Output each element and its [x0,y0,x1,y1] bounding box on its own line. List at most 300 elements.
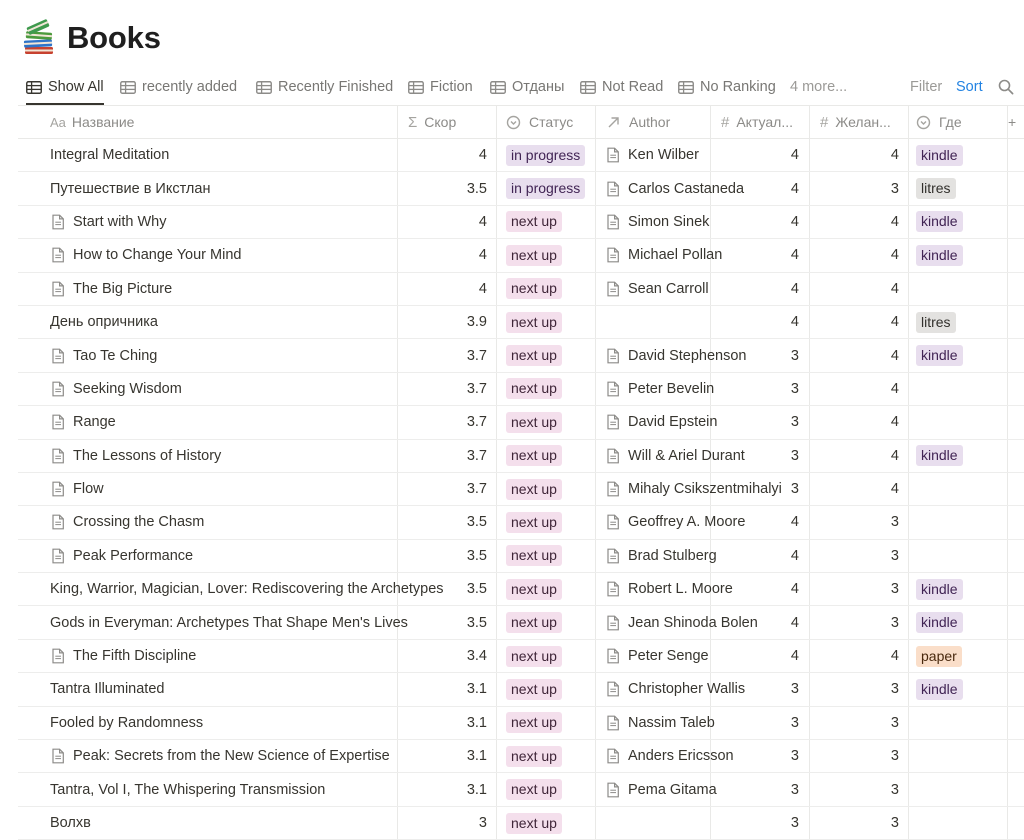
cell-spacer [1008,306,1024,338]
cell-wish: 4 [810,406,909,438]
cell-score: 3.5 [398,540,497,572]
cell-status[interactable] [497,540,596,572]
tab-show-all[interactable] [26,70,104,104]
cell-status[interactable] [497,306,596,338]
status-tag: next up [506,412,562,433]
cell-wish: 4 [810,239,909,271]
status-tag: next up [506,746,562,767]
page-icon [51,481,65,497]
column-header-where[interactable] [909,106,1008,138]
column-label: Желан... [835,114,891,130]
cell-status[interactable] [497,807,596,839]
column-header-author[interactable] [596,106,711,138]
table-row[interactable] [18,339,1024,372]
where-tag: kindle [916,345,963,366]
cell-spacer [1008,506,1024,538]
cell-name[interactable] [18,306,398,338]
cell-author[interactable] [596,373,715,405]
cell-name[interactable] [18,139,398,171]
table-row[interactable] [18,172,1024,205]
status-tag: next up [506,679,562,700]
cell-name[interactable] [18,573,444,605]
cell-status[interactable] [497,740,596,772]
column-label: Статус [529,114,574,130]
cell-actual: 4 [711,172,810,204]
table-row[interactable] [18,306,1024,339]
cell-spacer [1008,540,1024,572]
status-tag: next up [506,245,562,266]
cell-wish: 3 [810,740,909,772]
table-row[interactable] [18,406,1024,439]
text-type-icon: Aa [50,114,66,130]
column-label: Author [629,114,671,130]
cell-name[interactable] [18,273,398,305]
table-row[interactable] [18,573,1024,606]
cell-author[interactable] [596,339,747,371]
table-view-icon [580,81,596,94]
cell-where[interactable] [909,306,1008,338]
author-link[interactable]: Peter Senge [628,648,709,665]
cell-author[interactable] [596,273,711,305]
cell-name[interactable] [18,473,398,505]
tab-label: recently added [142,79,238,95]
cell-name[interactable] [18,773,398,805]
where-tag: kindle [916,579,963,600]
cell-spacer [1008,172,1024,204]
author-link[interactable]: David Stephenson [628,347,747,364]
book-title[interactable]: Tantra Illuminated [50,681,165,698]
book-title[interactable]: King, Warrior, Magician, Lover: Rediscovering the Archetypes [50,581,444,598]
page-icon [606,782,620,798]
status-tag: next up [506,612,562,633]
page-icon [51,514,65,530]
status-tag: next up [506,211,562,232]
cell-where[interactable] [909,807,1008,839]
table-view-icon [490,81,506,94]
page-icon [606,448,620,464]
author-link[interactable]: Simon Sinek [628,213,710,230]
cell-spacer [1008,707,1024,739]
cell-author[interactable] [596,406,718,438]
search-icon[interactable] [998,79,1014,95]
cell-status[interactable] [497,206,596,238]
cell-spacer [1008,606,1024,638]
page-icon [51,281,65,297]
cell-author[interactable] [596,473,782,505]
page-icon [51,348,65,364]
table-row[interactable] [18,206,1024,239]
cell-wish: 3 [810,573,909,605]
cell-spacer [1008,740,1024,772]
table-body [18,139,1024,840]
tab-no-ranking[interactable] [678,70,776,104]
author-link[interactable]: Anders Ericsson [628,748,734,765]
cell-actual: 4 [711,540,810,572]
cell-wish: 4 [810,206,909,238]
table-row[interactable] [18,807,1024,840]
cell-status[interactable] [497,773,596,805]
author-link[interactable]: Peter Bevelin [628,380,715,397]
table-row[interactable] [18,440,1024,473]
cell-wish: 4 [810,440,909,472]
cell-spacer [1008,206,1024,238]
cell-spacer [1008,773,1024,805]
author-link[interactable]: Jean Shinoda Bolen [628,614,758,631]
cell-score: 3.1 [398,773,497,805]
cell-status[interactable] [497,172,596,204]
page-icon [606,414,620,430]
cell-name[interactable] [18,373,398,405]
cell-actual: 4 [711,506,810,538]
cell-name[interactable] [18,206,398,238]
status-tag: next up [506,278,562,299]
page-icon [606,681,620,697]
author-link[interactable]: Michael Pollan [628,247,723,264]
cell-where[interactable] [909,373,1008,405]
page-icon [606,281,620,297]
cell-name[interactable] [18,506,398,538]
cell-wish: 3 [810,172,909,204]
cell-status[interactable] [497,273,596,305]
cell-where[interactable] [909,773,1008,805]
table-row[interactable] [18,506,1024,539]
tab-label: Show All [48,79,104,95]
cell-where[interactable] [909,172,1008,204]
cell-score: 4 [398,206,497,238]
cell-score: 4 [398,139,497,171]
cell-actual: 4 [711,640,810,672]
author-link[interactable]: Mihaly Csikszentmihalyi [628,481,782,498]
cell-actual: 4 [711,606,810,638]
status-tag: next up [506,378,562,399]
cell-spacer [1008,473,1024,505]
cell-where[interactable] [909,440,1008,472]
cell-author[interactable] [596,773,717,805]
table-row[interactable] [18,640,1024,673]
page-icon [606,247,620,263]
cell-name[interactable] [18,172,398,204]
filter-button[interactable]: Filter [910,79,943,95]
table-row[interactable] [18,139,1024,172]
database-table [18,106,1024,840]
cell-author[interactable] [596,807,711,839]
book-title[interactable]: Tantra, Vol I, The Whispering Transmission [50,781,326,798]
cell-name[interactable] [18,807,398,839]
author-link[interactable]: Nassim Taleb [628,714,715,731]
cell-name[interactable] [18,673,398,705]
page-icon [606,548,620,564]
cell-where[interactable] [909,573,1008,605]
cell-wish: 3 [810,807,909,839]
cell-name[interactable] [18,640,398,672]
page-icon [51,414,65,430]
cell-name[interactable] [18,440,398,472]
cell-status[interactable] [497,406,596,438]
cell-score: 3.7 [398,473,497,505]
book-title[interactable]: The Fifth Discipline [73,648,197,665]
cell-status[interactable] [497,473,596,505]
page-icon [606,481,620,497]
table-view-icon [26,81,42,94]
cell-where[interactable] [909,640,1008,672]
page-icon [51,448,65,464]
book-title[interactable]: Range [73,414,116,431]
cell-score: 3.1 [398,673,497,705]
author-link[interactable]: Sean Carroll [628,280,709,297]
cell-author[interactable] [596,707,715,739]
tab-fiction[interactable] [408,70,473,104]
number-icon: # [820,113,829,131]
cell-status[interactable] [497,339,596,371]
cell-actual: 3 [711,807,810,839]
cell-where[interactable] [909,540,1008,572]
status-tag: next up [506,545,562,566]
status-tag: next up [506,779,562,800]
cell-author[interactable] [596,239,723,271]
cell-name[interactable] [18,540,398,572]
cell-author[interactable] [596,172,745,204]
column-label: Актуал... [736,114,793,130]
cell-actual: 3 [711,740,810,772]
cell-actual: 3 [711,473,810,505]
formula-icon: Σ [408,113,418,131]
cell-score: 3 [398,807,497,839]
book-title[interactable]: Flow [73,481,104,498]
cell-status[interactable] [497,673,596,705]
book-title[interactable]: Gods in Everyman: Archetypes That Shape Men's Lives [50,614,408,631]
column-header-status[interactable] [497,106,596,138]
table-header-row [18,106,1024,139]
page-icon [606,748,620,764]
cell-actual: 4 [711,573,810,605]
page-icon [51,648,65,664]
cell-author[interactable] [596,440,745,472]
tab-label: Fiction [430,79,473,95]
column-label: Скор [424,114,457,130]
cell-where[interactable] [909,673,1008,705]
author-link[interactable]: Will & Ariel Durant [628,447,745,464]
author-link[interactable]: Pema Gitama [628,781,717,798]
cell-author[interactable] [596,139,711,171]
cell-spacer [1008,373,1024,405]
cell-score: 3.5 [398,172,497,204]
cell-status[interactable] [497,239,596,271]
cell-where[interactable] [909,339,1008,371]
book-title[interactable]: Tao Te Ching [73,347,158,364]
cell-author[interactable] [596,640,711,672]
cell-status[interactable] [497,373,596,405]
cell-where[interactable] [909,273,1008,305]
tab-recently-added[interactable] [120,70,237,104]
table-row[interactable] [18,239,1024,272]
page-icon [606,147,620,163]
sort-button[interactable]: Sort [956,79,983,95]
page-icon [51,748,65,764]
cell-name[interactable] [18,339,398,371]
table-view-icon [408,81,424,94]
tab-otdany[interactable] [490,70,564,104]
page-icon [51,381,65,397]
more-views-button[interactable]: 4 more... [790,79,848,95]
column-header-wish[interactable] [810,106,909,138]
cell-author[interactable] [596,673,746,705]
cell-wish: 4 [810,273,909,305]
page-title: Books [67,20,161,55]
author-link[interactable]: Ken Wilber [628,147,699,164]
cell-author[interactable] [596,573,733,605]
cell-where[interactable] [909,139,1008,171]
cell-score: 4 [398,273,497,305]
cell-score: 4 [398,239,497,271]
book-title[interactable]: How to Change Your Mind [73,247,242,264]
cell-wish: 3 [810,606,909,638]
book-title[interactable]: Peak Performance [73,547,194,564]
cell-where[interactable] [909,740,1008,772]
status-tag: next up [506,345,562,366]
author-link[interactable]: Brad Stulberg [628,547,717,564]
cell-status[interactable] [497,573,596,605]
column-header-actual[interactable] [711,106,810,138]
cell-actual: 4 [711,139,810,171]
cell-spacer [1008,339,1024,371]
cell-status[interactable] [497,707,596,739]
cell-author[interactable] [596,506,746,538]
author-link[interactable]: Christopher Wallis [628,681,746,698]
cell-score: 3.5 [398,606,497,638]
status-tag: next up [506,579,562,600]
tab-label: No Ranking [700,79,776,95]
cell-name[interactable] [18,606,408,638]
table-row[interactable] [18,273,1024,306]
cell-score: 3.5 [398,573,497,605]
add-column-button[interactable]: + [1008,114,1017,130]
where-tag: kindle [916,145,963,166]
column-label: Где [939,114,962,130]
author-link[interactable]: Carlos Castaneda [628,180,745,197]
status-tag: next up [506,712,562,733]
table-row[interactable] [18,707,1024,740]
cell-where[interactable] [909,606,1008,638]
book-title[interactable]: The Lessons of History [73,447,222,464]
cell-wish: 4 [810,373,909,405]
table-row[interactable] [18,373,1024,406]
book-title[interactable]: The Big Picture [73,280,173,297]
cell-status[interactable] [497,440,596,472]
cell-where[interactable] [909,206,1008,238]
select-icon [506,115,521,130]
table-row[interactable] [18,773,1024,806]
status-tag: next up [506,646,562,667]
page-icon [606,715,620,731]
cell-spacer [1008,273,1024,305]
cell-where[interactable] [909,707,1008,739]
cell-where[interactable] [909,473,1008,505]
cell-author[interactable] [596,540,717,572]
cell-actual: 4 [711,306,810,338]
status-tag: next up [506,512,562,533]
cell-author[interactable] [596,206,711,238]
book-title[interactable]: Seeking Wisdom [73,380,182,397]
cell-spacer [1008,139,1024,171]
book-title[interactable]: Волхв [50,815,91,831]
column-label: Название [71,114,135,130]
cell-spacer [1008,573,1024,605]
cell-score: 3.1 [398,740,497,772]
table-row[interactable] [18,540,1024,573]
author-link[interactable]: Robert L. Moore [628,581,733,598]
cell-name[interactable] [18,740,398,772]
where-tag: litres [916,178,956,199]
cell-actual: 3 [711,773,810,805]
cell-score: 3.1 [398,707,497,739]
cell-name[interactable] [18,406,398,438]
cell-author[interactable] [596,740,734,772]
cell-actual: 3 [711,673,810,705]
status-tag: next up [506,312,562,333]
page-icon [606,381,620,397]
cell-wish: 3 [810,673,909,705]
table-row[interactable] [18,673,1024,706]
book-title[interactable]: Путешествие в Икстлан [50,180,211,197]
page-icon [606,615,620,631]
book-title[interactable]: Start with Why [73,213,167,230]
where-tag: kindle [916,445,963,466]
book-title[interactable]: Crossing the Chasm [73,514,205,531]
books-emoji-icon [22,20,56,56]
cell-spacer [1008,640,1024,672]
cell-where[interactable] [909,406,1008,438]
page-icon [606,514,620,530]
cell-author[interactable] [596,606,758,638]
table-row[interactable] [18,740,1024,773]
book-title[interactable]: День опричника [50,314,158,331]
tab-not-read[interactable] [580,70,663,104]
cell-actual: 3 [711,373,810,405]
cell-status[interactable] [497,606,596,638]
author-link[interactable]: David Epstein [628,414,718,431]
where-tag: kindle [916,211,963,232]
cell-name[interactable] [18,239,398,271]
cell-where[interactable] [909,506,1008,538]
column-header-score[interactable] [398,106,497,138]
book-title[interactable]: Peak: Secrets from the New Science of Expertise [73,748,390,765]
column-header-name[interactable] [18,106,398,138]
relation-arrow-icon [606,115,621,130]
author-link[interactable]: Geoffrey A. Moore [628,514,746,531]
table-row[interactable] [18,606,1024,639]
book-title[interactable]: Integral Meditation [50,147,170,164]
table-view-icon [678,81,694,94]
table-row[interactable] [18,473,1024,506]
cell-author[interactable] [596,306,711,338]
book-title[interactable]: Fooled by Randomness [50,714,204,731]
cell-actual: 3 [711,440,810,472]
page-icon [51,214,65,230]
cell-name[interactable] [18,707,398,739]
page-icon [606,348,620,364]
cell-spacer [1008,406,1024,438]
cell-status[interactable] [497,139,596,171]
tab-recently-finished[interactable] [256,70,393,104]
cell-status[interactable] [497,640,596,672]
cell-status[interactable] [497,506,596,538]
view-tabs-bar [18,70,1024,106]
cell-score: 3.7 [398,440,497,472]
cell-where[interactable] [909,239,1008,271]
cell-actual: 3 [711,406,810,438]
cell-spacer [1008,239,1024,271]
where-tag: kindle [916,245,963,266]
